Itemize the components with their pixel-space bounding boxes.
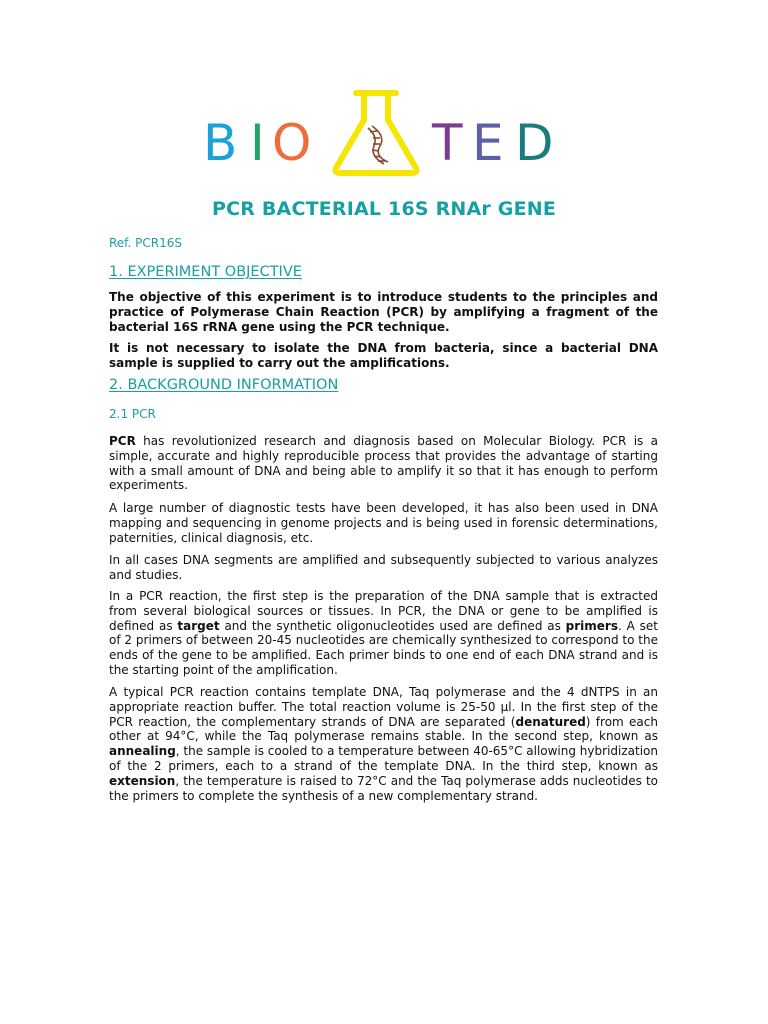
flask-icon <box>330 90 422 176</box>
paragraph-typical-pcr: A typical PCR reaction contains template DNA, Taq polymerase and the 4 dNTPS in an appropriate reaction buffer. The total reaction volume is 25-50 µl. In the first step of the PCR reaction, the complementary strands of DNA are separated (denatured) from each other at 94°C, while the Taq polymerase remains stable. In the second step, known as annealing, the sample is cooled to a temperature between 40-65°C allowing hybridization of the 2 primers, each to a strand of the template DNA. In the third step, known as extension, the temperature is raised to 72°C and the Taq polymerase adds nucleotides to the primers to complete the synthesis of a new complementary strand. <box>109 685 658 803</box>
reference-code: Ref. PCR16S <box>109 236 183 250</box>
logo-letter-b: B <box>203 114 240 172</box>
objective-paragraph-2: It is not necessary to isolate the DNA from bacteria, since a bacterial DNA sample is supplied to carry out the amplifications. <box>109 341 658 370</box>
bold-term-denatured: denatured <box>515 714 586 729</box>
dna-helix-icon <box>368 126 388 164</box>
paragraph-pcr-reaction: In a PCR reaction, the first step is the preparation of the DNA sample that is extracted from several biological sources or tissues. In PCR, the DNA or gene to be amplified is defined as target and the synthetic oligonucleotides used are defined as primers. A set of 2 primers of between 20-45 nucleotides are chemically synthesized to correspond to the ends of the gene to be amplified. Each primer binds to one end of each DNA strand and is the starting point of the amplification. <box>109 589 658 677</box>
logo-letter-i: I <box>250 114 267 172</box>
objective-paragraph-1: The objective of this experiment is to introduce students to the principles and practice of Polymerase Chain Reaction (PCR) by amplifying a fragment of the bacterial 16S rRNA gene using the PCR technique. <box>109 290 658 334</box>
bold-term-annealing: annealing <box>109 744 176 759</box>
subsection-heading-pcr: 2.1 PCR <box>109 407 156 421</box>
section-heading-background: 2. BACKGROUND INFORMATION <box>109 377 339 393</box>
bold-term-primers: primers <box>565 618 618 633</box>
document-title: PCR BACTERIAL 16S RNAr GENE <box>211 198 557 220</box>
logo-letter-o: O <box>272 114 314 172</box>
section-heading-objective: 1. EXPERIMENT OBJECTIVE <box>109 264 302 280</box>
logo-letter-t: T <box>432 114 465 172</box>
paragraph-all-cases: In all cases DNA segments are amplified and subsequently subjected to various analyzes and studies. <box>109 553 658 582</box>
paragraph-diagnostic-tests: A large number of diagnostic tests have been developed, it has also been used in DNA mapping and sequencing in genome projects and is being used in forensic determinations, paternities, clinical diagnosis, etc. <box>109 501 658 545</box>
paragraph-pcr-intro: PCR has revolutionized research and diagnosis based on Molecular Biology. PCR is a simple, accurate and highly reproducible process that provides the advantage of starting with a small amount of DNA and being able to amplify it so that it has enough to perform experiments. <box>109 434 658 493</box>
logo-letter-d: D <box>515 114 556 172</box>
bold-term-pcr: PCR <box>109 434 136 448</box>
logo-letter-e: E <box>472 114 506 172</box>
bold-term-extension: extension <box>109 773 176 788</box>
bold-term-target: target <box>177 618 220 633</box>
